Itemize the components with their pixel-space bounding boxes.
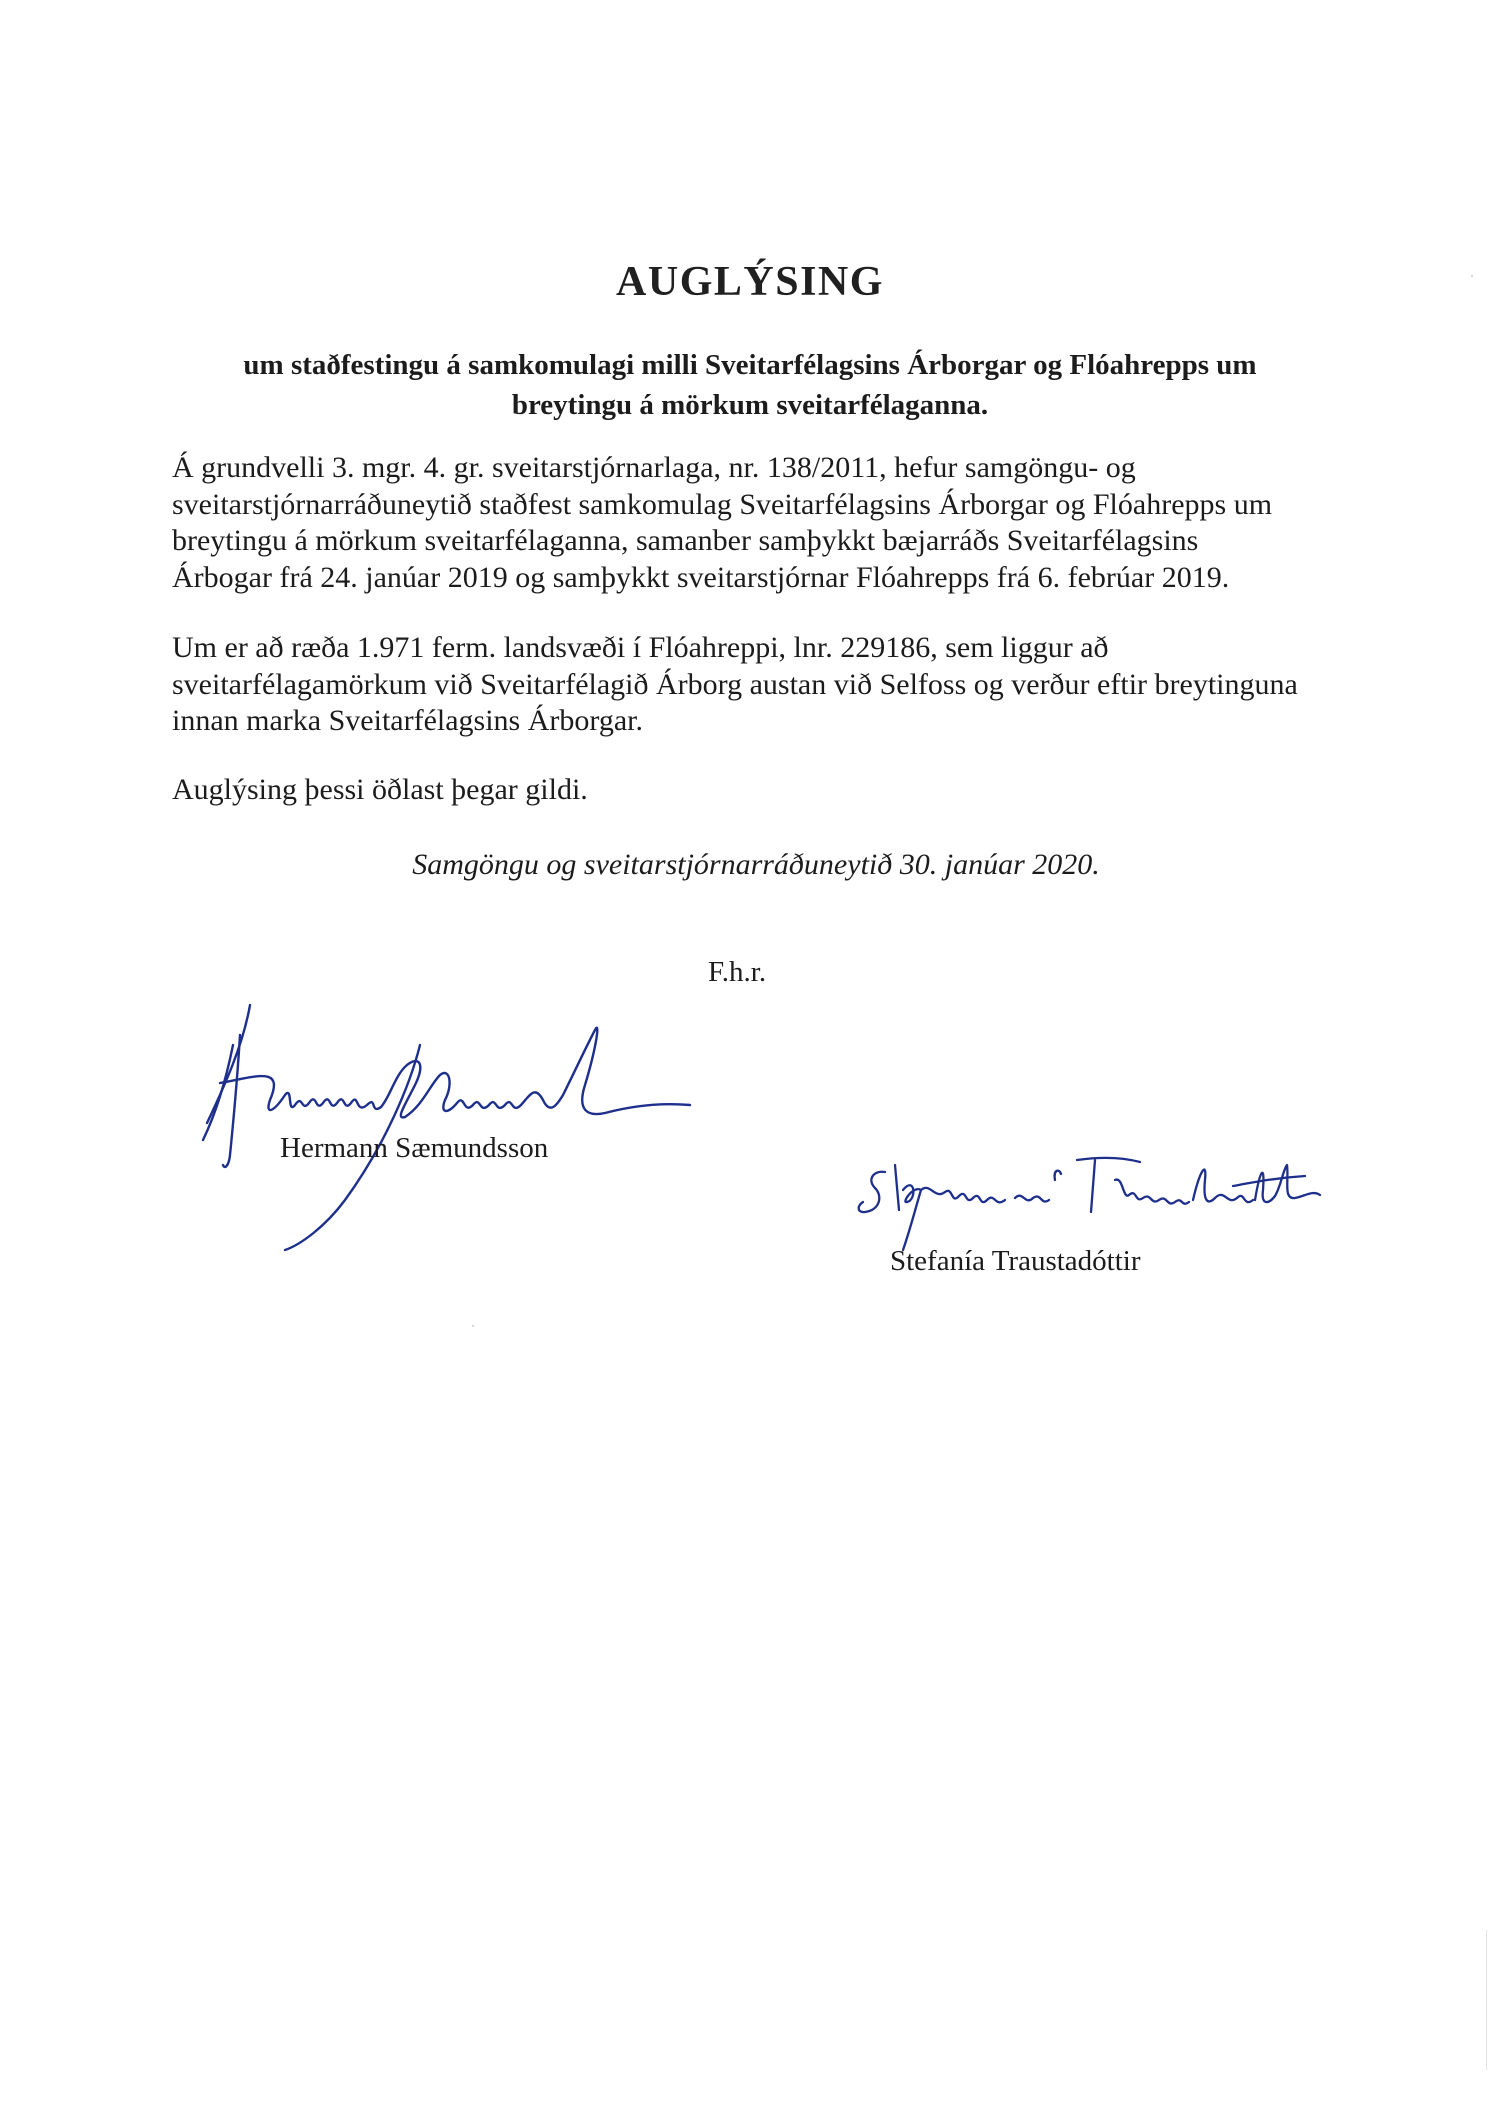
- paragraph-line: Um er að ræða 1.971 ferm. landsvæði í Flóahreppi, lnr. 229186, sem liggur að: [172, 631, 1109, 664]
- on-behalf-of-minister: F.h.r.: [708, 956, 767, 988]
- scan-speck: [472, 1325, 474, 1327]
- document-title: AUGLÝSING: [616, 259, 884, 305]
- subtitle-line: breytingu á mörkum sveitarfélaganna.: [511, 389, 989, 421]
- paragraph-line: sveitarstjórnarráðuneytið staðfest samkomulag Sveitarfélagsins Árborgar og Flóahrepps um: [172, 487, 1273, 521]
- dateline: Samgöngu og sveitarstjórnarráðuneytið 30. janúar 2020.: [412, 848, 1100, 881]
- signatory-name-stefania: Stefanía Traustadóttir: [890, 1245, 1141, 1277]
- paragraph-line: Á grundvelli 3. mgr. 4. gr. sveitarstjórnarlaga, nr. 138/2011, hefur samgöngu- og: [172, 451, 1136, 484]
- signature-hermann-image: [195, 1005, 715, 1245]
- document-subtitle: [200, 345, 1300, 425]
- paragraph-line: Árbogar frá 24. janúar 2019 og samþykkt sveitarstjórnar Flóahrepps frá 6. febrúar 2019.: [172, 560, 1230, 594]
- paragraph-line: innan marka Sveitarfélagsins Árborgar.: [172, 704, 643, 737]
- paragraph-legal-basis: [172, 450, 1322, 596]
- signature-stefania-image: [855, 1150, 1325, 1260]
- subtitle-line: um staðfestingu á samkomulagi milli Sveitarfélagsins Árborgar og Flóahrepps um: [243, 349, 1257, 381]
- paragraph-line: sveitarfélagamörkum við Sveitarfélagið Árborg austan við Selfoss og verður eftir breytinguna: [172, 667, 1298, 701]
- scan-speck: [1471, 275, 1473, 277]
- scan-edge-mark: [1486, 1930, 1487, 2070]
- signatory-name-hermann: Hermann Sæmundsson: [280, 1132, 549, 1164]
- paragraph-line: breytingu á mörkum sveitarfélaganna, samanber samþykkt bæjarráðs Sveitarfélagsins: [172, 524, 1199, 557]
- paragraph-line: Auglýsing þessi öðlast þegar gildi.: [172, 773, 588, 806]
- paragraph-land-area: [172, 630, 1322, 740]
- paragraph-effective: [172, 772, 1322, 809]
